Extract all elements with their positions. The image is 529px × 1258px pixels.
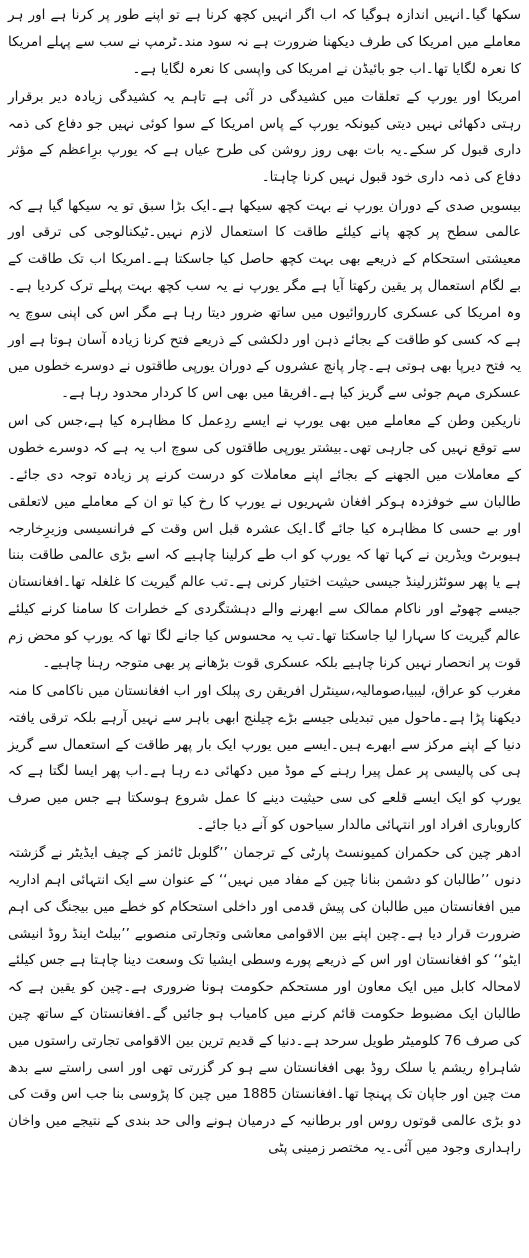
paragraph: سکھا گیا۔انہیں اندازہ ہوگیا کہ اب اگر انہیں کچھ کرنا ہے تو اپنے طور پر کرنا ہے اور ہر معاملے میں امریکا کی طرف دیکھنا ضرورت ہے نہ سود مند۔ٹرمپ نے سب سے پہلے امریکا کا نعرہ لگایا تھا۔اب جو بائیڈن نے امریکا کی واپسی کا نعرہ لگایا ہے۔	[8, 7, 521, 77]
paragraph: بیسویں صدی کے دوران یورپ نے بہت کچھ سیکھا ہے۔ایک بڑا سبق تو یہ سیکھا گیا ہے کہ عالمی سطح پر کچھ پانے کیلئے طاقت کا استعمال لازم نہیں۔ٹیکنالوجی کی ترقی اور معیشتی استحکام کے ذریعے بھی بہت کچھ حاصل کیا جاسکتا ہے۔امریکا اب تک طاقت کے بے لگام استعمال پر یقین رکھتا آیا ہے مگر یورپ نے یہ سب کچھ بہت پہلے ترک کردیا ہے۔وہ امریکا کی عسکری کارروائیوں میں ساتھ ضرور دیتا رہا ہے مگر اس کی اپنی سوچ یہ ہے کہ کسی کو طاقت کے بجائے ذہن اور دلکشی کے ذریعے فتح کرنا زیادہ آسان ہوتا ہے اور یہ فتح دیرپا بھی ہوتی ہے۔چار پانچ عشروں کے دوران یورپی طاقتوں نے دوسرے خطوں میں عسکری مہم جوئی سے گریز کیا ہے۔افریقا میں بھی اس کا کردار محدود رہا ہے۔	[8, 197, 521, 402]
paragraph: مغرب کو عراق، لیبیا،صومالیہ،سینٹرل افریقن ری پبلک اور اب افغانستان میں ناکامی کا منہ دیکھنا پڑا ہے۔ماحول میں تبدیلی جیسے بڑے چیلنج ابھی باہر سے نہیں آرہے بلکہ ترقی یافتہ دنیا کے اپنے مرکز سے ابھرے ہیں۔ایسے میں یورپ ایک بار پھر طاقت کے استعمال سے گریز ہی کی پالیسی پر عمل پیرا رہنے کے موڈ میں دکھائی دے رہا ہے۔اب پھر ایسا لگتا ہے کہ یورپ کو ایک ایسے قلعے کی سی حیثیت دینے کا عمل شروع ہوسکتا ہے جس میں صرف کاروباری افراد اور انتہائی مالدار سیاحوں کو آنے دیا جائے۔	[8, 682, 521, 833]
paragraph: امریکا اور یورپ کے تعلقات میں کشیدگی در آئی ہے تاہم یہ کشیدگی زیادہ دیر برقرار رہتی دکھائی نہیں دیتی کیونکہ یورپ کے پاس امریکا کے سوا کوئی نہیں جو دفاع کی ذمہ داری قبول کر سکے۔یہ بات بھی روز روشن کی طرح عیاں ہے کہ یورپ برِاعظم کے مؤثر دفاع کی ذمہ داری خود قبول نہیں کرنا چاہتا۔	[8, 88, 521, 186]
paragraph: ادھر چین کی حکمران کمیونسٹ پارٹی کے ترجمان ’’گلوبل ٹائمز کے چیف ایڈیٹر نے گزشتہ دنوں ’’طالبان کو دشمن بنانا چین کے مفاد میں نہیں‘‘ کے عنوان سے ایک انتہائی اہم اداریہ میں افغانستان میں طالبان کی پیش قدمی اور داخلی استحکام کو خطے میں بیجنگ کی اہم ضرورت قرار دیا ہے۔چین اپنے بین الاقوامی معاشی وتجارتی منصوبے ’’بیلٹ اینڈ روڈ انیشی ایٹو‘‘ کو افغانستان اور اس کے ذریعے پورے وسطی ایشیا تک وسعت دینا چاہتا ہے جس کیلئے لامحالہ کابل میں ایک معاون اور مستحکم حکومت ہونا ضروری ہے۔چین کو یقین ہے کہ طالبان ایک مضبوط حکومت قائم کرنے میں کامیاب ہو جائیں گے۔افغانستان کے ساتھ چین کی صرف 76 کلومیٹر طویل سرحد ہے۔دنیا کے قدیم ترین بین الاقوامی تجارتی راستوں میں شاہراہِ ریشم یا سلک روڈ بھی افغانستان سے ہو کر گزرتی تھی اور اسی راستے سے بدھ مت چین اور جاپان تک پہنچا تھا۔افغانستان 1885 میں چین کا پڑوسی بنا جب اس وقت کی دو بڑی عالمی قوتوں روس اور برطانیہ کے درمیان ہونے والی حد بندی کے نتیجے میں واخان راہداری وجود میں آئی۔یہ مختصر زمینی پٹی	[7, 845, 521, 1156]
paragraph: ناریکین وطن کے معاملے میں بھی یورپ نے ایسے ردِعمل کا مظاہرہ کیا ہے،جس کی اس سے توقع نہیں کی جارہی تھی۔بیشتر یورپی طاقتوں کی سوچ اب یہ ہے کہ دوسرے خطوں کے معاملات میں الجھنے کے بجائے اپنے معاملات کو درست کرنے پر زیادہ توجہ دی جائے۔طالبان سے خوفزدہ ہوکر افغان شہریوں نے یورپ کا رخ کیا تو ان کے معاملے میں لاتعلقی اور بے حسی کا مظاہرہ کیا جائے گا۔ایک عشرہ قبل اس وقت کے فرانسیسی وزیرِخارجہ ہیوبرٹ ویڈرین نے کہا تھا کہ یورپ کو اب طے کرلینا چاہیے کہ اسے بڑی عالمی طاقت بننا ہے یا پھر سوئٹزرلینڈ جیسی حیثیت اختیار کرنی ہے۔تب عالم گیریت کا غلغلہ تھا۔افغانستان جیسے چھوٹے اور ناکام ممالک سے ابھرنے والے دہشتگردی کے خطرات کا سامنا کرنے کیلئے عالم گیریت کا سہارا لیا جاسکتا تھا۔تب یہ محسوس کیا جانے لگا تھا کہ یورپ کو محض زم قوت پر انحصار نہیں کرنا چاہیے بلکہ عسکری قوت بڑھانے پر بھی متوجہ رہنا چاہیے۔	[8, 413, 521, 671]
